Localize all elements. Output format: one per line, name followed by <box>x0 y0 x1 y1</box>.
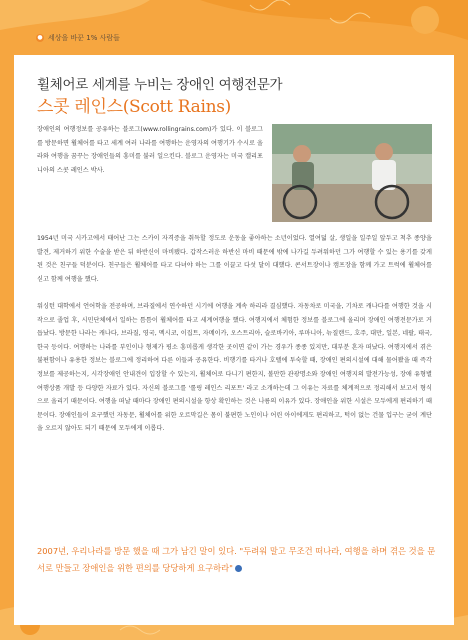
end-mark-icon <box>235 565 242 572</box>
article-paragraph: 워싱턴 대학에서 언어학을 전공하며, 브라질에서 연수하던 시기에 여행을 계속 하리라 결심했다. 자동차로 미국을, 기차로 캐나다를 여행한 것을 시작으로 졸업 후, 시민단체에서 일하는 틈틈이 휠체어를 타고 세계여행을 했다. 여행지에서 체험한 정보를 블로그에 올리며 장애인 여행전문가로 거듭났다. 방문한 나라는 캐나다, 브라질, 영국, 멕시코, 이집트, 자메이카, 오스트리아, 슬로바키아, 루마니아, 뉴질랜드, 호주, 대만, 일본, 네팔, 태국, 한국 등이다. 여행하는 나라를 부인이나 형제가 평소 흥미롭게 생각한 곳이면 같이 가는 경우가 종종 있지만, 대부분 혼자 떠났다. 여행지에서 겪은 불편함이나 유용한 정보는 블로그에 정리하여 다른 이들과 공유한다. 비행기를 타거나 호텔에 투숙할 때, 장애인 편의시설에 대해 물어봤을 때 즉각 정보를 제공하는지, 시각장애인 안내견이 입장할 수 있는지, 휠체어로 다니기 편한지, 볼만한 관광명소와 장애인 여행지의 발전가능성, 장애 유형별 여행상품 개발 등 다양한 자료가 있다. 자신의 블로그를 '롤링 레인스 리포트' 라고 소개하는데 그 이유는 자료를 체계적으로 정리해서 보고서 형식으로 올리기 때문이다. 여행을 떠날 때마다 장애인 편의시설을 항상 확인하는 것은 나름의 이유가 있다. 장애인을 위한 시설은 모두에게 편리하기 때문이다. 장애인들이 요구했던 자동문, 휠체어를 위한 오르막길은 몸이 불편한 노인이나 어린 아이에게도 편리하고, 턱이 없는 건물 입구는 굳이 계단을 오르지 않아도 되기 때문에 모두에게 이롭다. <box>37 303 432 433</box>
circle-number-icon: ● <box>37 34 43 41</box>
closing-quote-text: 2007년, 우리나라를 방문 했을 때 그가 남긴 말이 있다. "두려워 말고 무조건 떠나라, 여행을 하며 겪은 것을 문서로 만들고 장애인을 위한 편의를 당당하게 요구하라" <box>37 546 436 573</box>
section-label: 세상을 바꾼 1% 사람들 <box>48 34 120 42</box>
closing-quote <box>37 543 437 577</box>
article-subject-name: 스콧 레인스(Scott Rains) <box>37 97 231 117</box>
article-photo <box>272 124 432 222</box>
section-header <box>36 33 120 43</box>
article-paragraph: 장애인의 여행정보를 공유하는 블로그(www.rollingrains.com)가 있다. 이 블로그를 방문하면 휠체어를 타고 세계 여러 나라를 여행하는 운영자의 여행기가 수시로 올라와 여행을 꿈꾸는 장애인들의 흥미를 불러 일으킨다. 블로그 운영자는 미국 캘리포니아의 스콧 레인스 박사. <box>37 126 263 174</box>
article-paragraph: 1954년 미국 시카고에서 태어난 그는 스카이 자격증을 취득할 정도로 운동을 좋아하는 소년이었다. 열여덟 살, 생일을 일주일 앞두고 척추 종양을 발견, 제거하기 위한 수술을 받은 뒤 하반신이 마비됐다. 갑작스러운 하반신 마비 때문에 밖에 나가길 두려워하던 그가 여행할 수 있는 용기를 갖게 된 것은 친구들 덕분이다. 친구들은 휠체어를 타고 다녀야 하는 그를 이끌고 다섯 달이 대했다. 콘서트장이나 캠프장을 함께 가고 트럭에 휠체어를 싣고 함께 여행을 했다. <box>37 235 432 283</box>
article-title: 휠체어로 세계를 누비는 장애인 여행전문가 <box>37 77 283 93</box>
